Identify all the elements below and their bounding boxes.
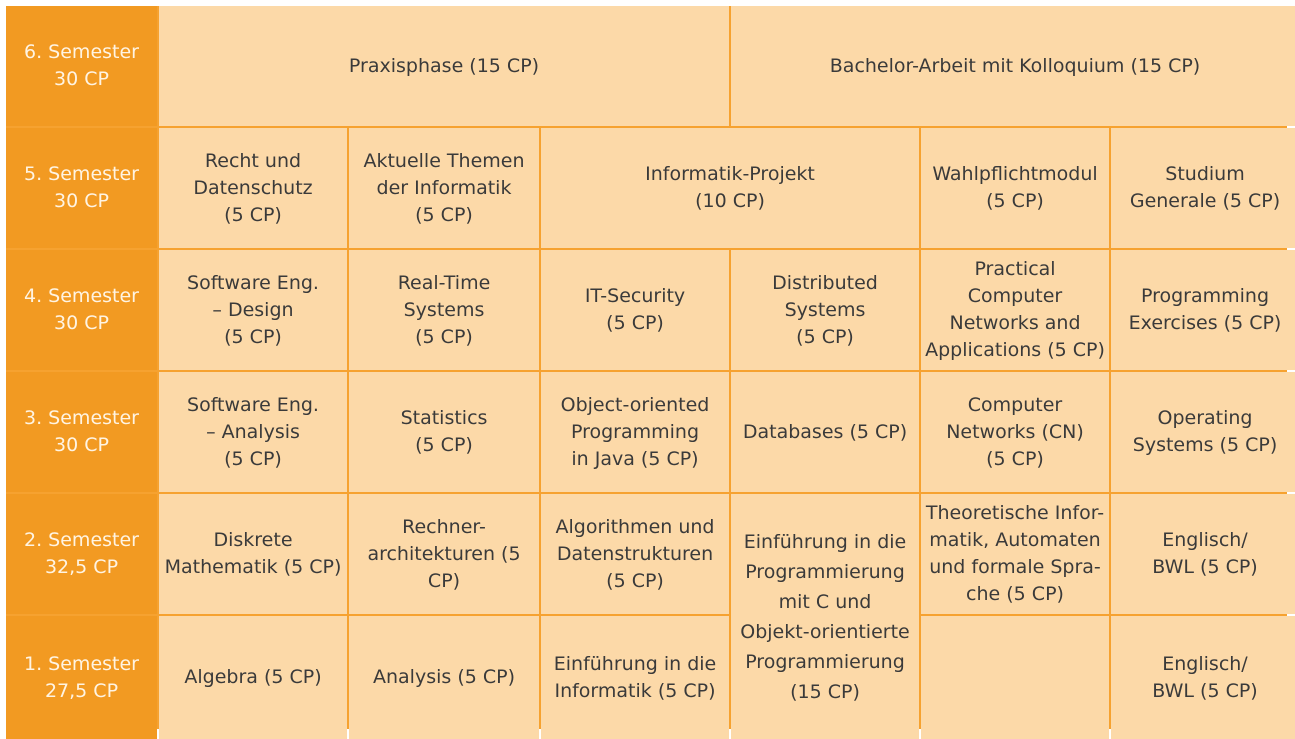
empty-cell — [921, 616, 1109, 739]
module-rechnerarchitekturen: Rechner- architekturen (5 CP) — [349, 494, 539, 614]
semester-name: 1. Semester — [24, 652, 139, 675]
module-software-eng-design: Software Eng. – Design (5 CP) — [159, 250, 347, 370]
module-algorithmen-datenstrukturen: Algorithmen und Datenstrukturen (5 CP) — [541, 494, 729, 614]
module-recht-datenschutz: Recht und Datenschutz (5 CP) — [159, 128, 347, 248]
semester-name: 3. Semester — [24, 407, 139, 429]
semester-4-label — [6, 250, 157, 370]
semester-cp: 30 CP — [54, 68, 109, 90]
semester-6-label — [6, 6, 157, 126]
module-theoretische-informatik: Theoretische Infor- matik, Automaten und formale Spra- che (5 CP) — [921, 494, 1109, 614]
semester-1-label — [6, 616, 157, 739]
module-aktuelle-themen: Aktuelle Themen der Informatik (5 CP) — [349, 128, 539, 248]
module-informatik-projekt: Informatik-Projekt (10 CP) — [541, 128, 919, 248]
module-practical-computer-networks: Practical Computer Networks and Applications (5 CP) — [921, 250, 1109, 370]
module-englisch-bwl-2: Englisch/ BWL (5 CP) — [1111, 494, 1295, 614]
module-praxisphase: Praxisphase (15 CP) — [159, 6, 729, 126]
semester-5-label — [6, 128, 157, 248]
module-statistics: Statistics (5 CP) — [349, 372, 539, 492]
semester-name: 4. Semester — [24, 285, 139, 307]
semester-name: 6. Semester — [24, 41, 139, 63]
semester-3-label — [6, 372, 157, 492]
semester-cp: 32,5 CP — [44, 556, 119, 578]
module-analysis: Analysis (5 CP) — [349, 616, 539, 739]
module-computer-networks: Computer Networks (CN) (5 CP) — [921, 372, 1109, 492]
module-einfuehrung-informatik: Einführung in die Informatik (5 CP) — [541, 616, 729, 739]
module-real-time-systems: Real-Time Systems (5 CP) — [349, 250, 539, 370]
module-einfuehrung-programmierung: Einführung in die Programmierung mit C und Objekt-orientierte Programmierung (15 CP) — [731, 494, 919, 739]
module-diskrete-mathematik: Diskrete Mathematik (5 CP) — [159, 494, 347, 614]
semester-name: 2. Semester — [24, 529, 139, 551]
module-software-eng-analysis: Software Eng. – Analysis (5 CP) — [159, 372, 347, 492]
module-oop-java: Object-oriented Programming in Java (5 CP) — [541, 372, 729, 492]
study-plan-table — [6, 6, 1287, 729]
semester-cp: 27,5 CP — [44, 679, 119, 702]
module-algebra: Algebra (5 CP) — [159, 616, 347, 739]
module-operating-systems: Operating Systems (5 CP) — [1111, 372, 1295, 492]
semester-cp: 30 CP — [54, 190, 109, 212]
module-englisch-bwl-1: Englisch/ BWL (5 CP) — [1111, 616, 1295, 739]
semester-cp: 30 CP — [54, 312, 109, 334]
module-distributed-systems: Distributed Systems (5 CP) — [731, 250, 919, 370]
module-wahlpflichtmodul: Wahlpflichtmodul (5 CP) — [921, 128, 1109, 248]
module-databases: Databases (5 CP) — [731, 372, 919, 492]
semester-name: 5. Semester — [24, 163, 139, 185]
module-programming-exercises: Programming Exercises (5 CP) — [1111, 250, 1295, 370]
module-it-security: IT-Security (5 CP) — [541, 250, 729, 370]
semester-2-label — [6, 494, 157, 614]
module-bachelor-arbeit: Bachelor-Arbeit mit Kolloquium (15 CP) — [731, 6, 1295, 126]
module-studium-generale: Studium Generale (5 CP) — [1111, 128, 1295, 248]
semester-cp: 30 CP — [54, 434, 109, 456]
